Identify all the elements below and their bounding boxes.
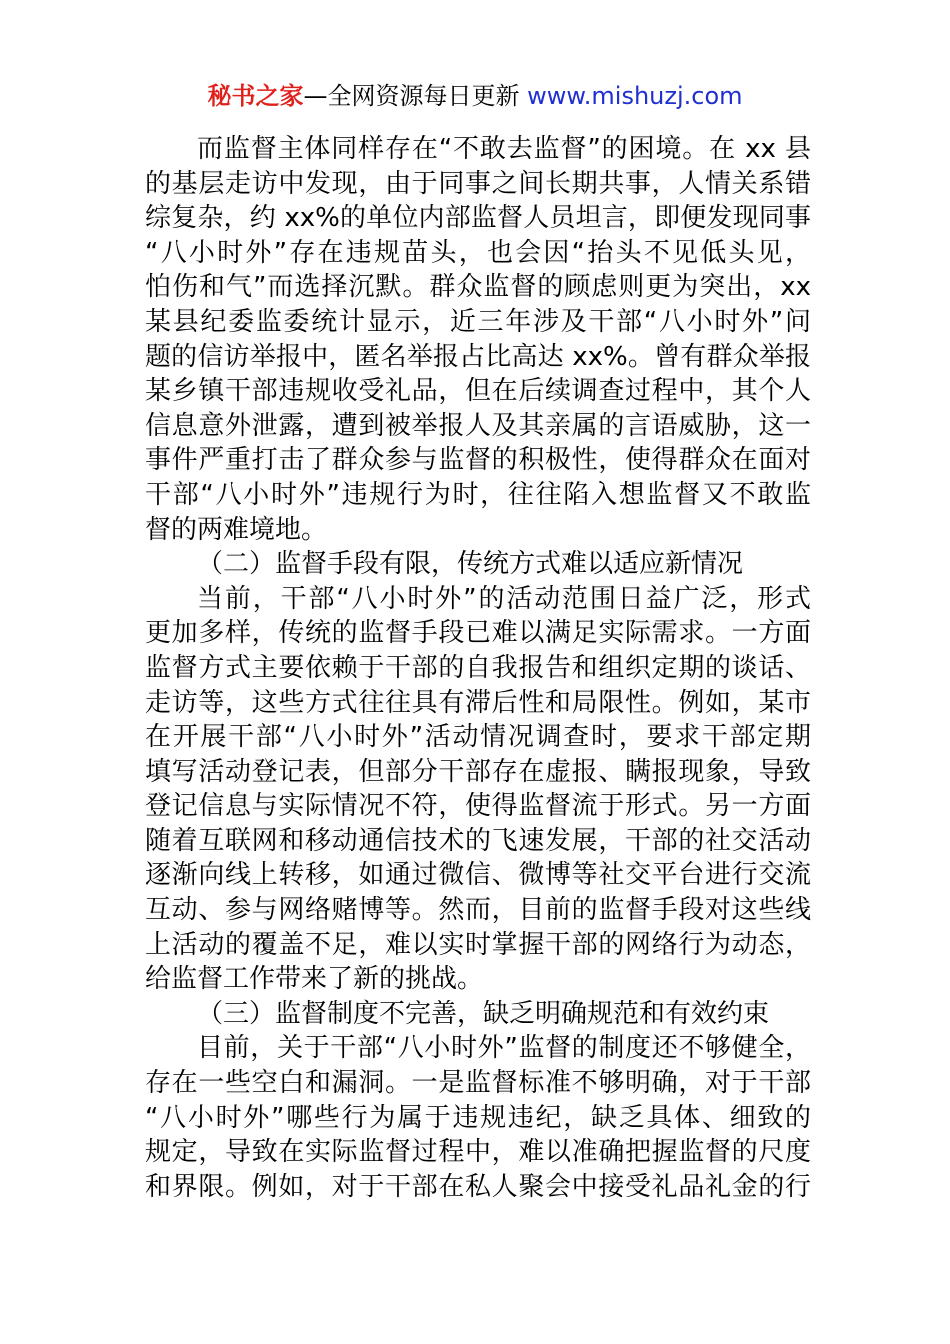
text-line: 某乡镇干部违规收受礼品，但在后续调查过程中，其个人 [145,376,811,407]
text-line: 而监督主体同样存在“不敢去监督”的困境。在 xx 县 [197,134,811,164]
page-header [0,80,950,112]
text-line: 怕伤和气”而选择沉默。群众监督的顾虑则更为突出，xx [145,272,811,303]
text-line: 监督方式主要依赖于干部的自我报告和组织定期的谈话、 [145,652,811,683]
text-line: 随着互联网和移动通信技术的飞速发展，干部的社交活动 [145,825,811,856]
text-line: 上活动的覆盖不足，难以实时掌握干部的网络行为动态， [145,929,811,960]
text-line: 互动、参与网络赌博等。然而，目前的监督手段对这些线 [145,895,811,926]
text-line: 填写活动登记表，但部分干部存在虚报、瞒报现象，导致 [145,756,811,787]
text-line: 事件严重打击了群众参与监督的积极性，使得群众在面对 [145,445,811,476]
brand-name: 秘书之家 [207,82,304,110]
text-line: 和界限。例如，对于干部在私人聚会中接受礼品礼金的行 [145,1171,811,1202]
text-line: 干部“八小时外”违规行为时，往往陷入想监督又不敢监 [145,479,811,510]
section-heading: （二）监督手段有限，传统方式难以适应新情况 [197,549,744,580]
text-line: 更加多样，传统的监督手段已难以满足实际需求。一方面 [145,618,811,649]
text-line: 规定，导致在实际监督过程中，难以准确把握监督的尺度 [145,1137,811,1168]
text-line: “八小时外”哪些行为属于违规违纪，缺乏具体、细致的 [145,1102,811,1133]
text-line: 题的信访举报中，匿名举报占比高达 xx%。曾有群众举报 [145,341,811,372]
site-url[interactable]: www.mishuzj.com [527,82,743,110]
text-line: 某县纪委监委统计显示，近三年涉及干部“八小时外”问 [145,306,811,337]
text-line: 在开展干部“八小时外”活动情况调查时，要求干部定期 [145,722,811,753]
document-body [145,132,811,1204]
text-line: 走访等，这些方式往往具有滞后性和局限性。例如，某市 [145,687,811,718]
text-line: 存在一些空白和漏洞。一是监督标准不够明确，对于干部 [145,1068,811,1099]
text-line: 逐渐向线上转移，如通过微信、微博等社交平台进行交流 [145,860,811,891]
text-line: 当前，干部“八小时外”的活动范围日益广泛，形式 [197,583,811,614]
text-line: 目前，关于干部“八小时外”监督的制度还不够健全， [197,1033,811,1064]
text-line: 信息意外泄露，遭到被举报人及其亲属的言语威胁，这一 [145,410,811,441]
text-line: 综复杂，约 xx%的单位内部监督人员坦言，即便发现同事 [145,203,811,234]
text-line: 督的两难境地。 [145,514,328,545]
header-tagline: —全网资源每日更新 [303,82,528,110]
text-line: 登记信息与实际情况不符，使得监督流于形式。另一方面 [145,791,811,822]
text-line: 的基层走访中发现，由于同事之间长期共事，人情关系错 [145,168,811,199]
text-line: “八小时外”存在违规苗头，也会因“抬头不见低头见， [145,237,811,268]
section-heading: （三）监督制度不完善，缺乏明确规范和有效约束 [197,998,770,1029]
text-line: 给监督工作带来了新的挑战。 [145,964,484,995]
